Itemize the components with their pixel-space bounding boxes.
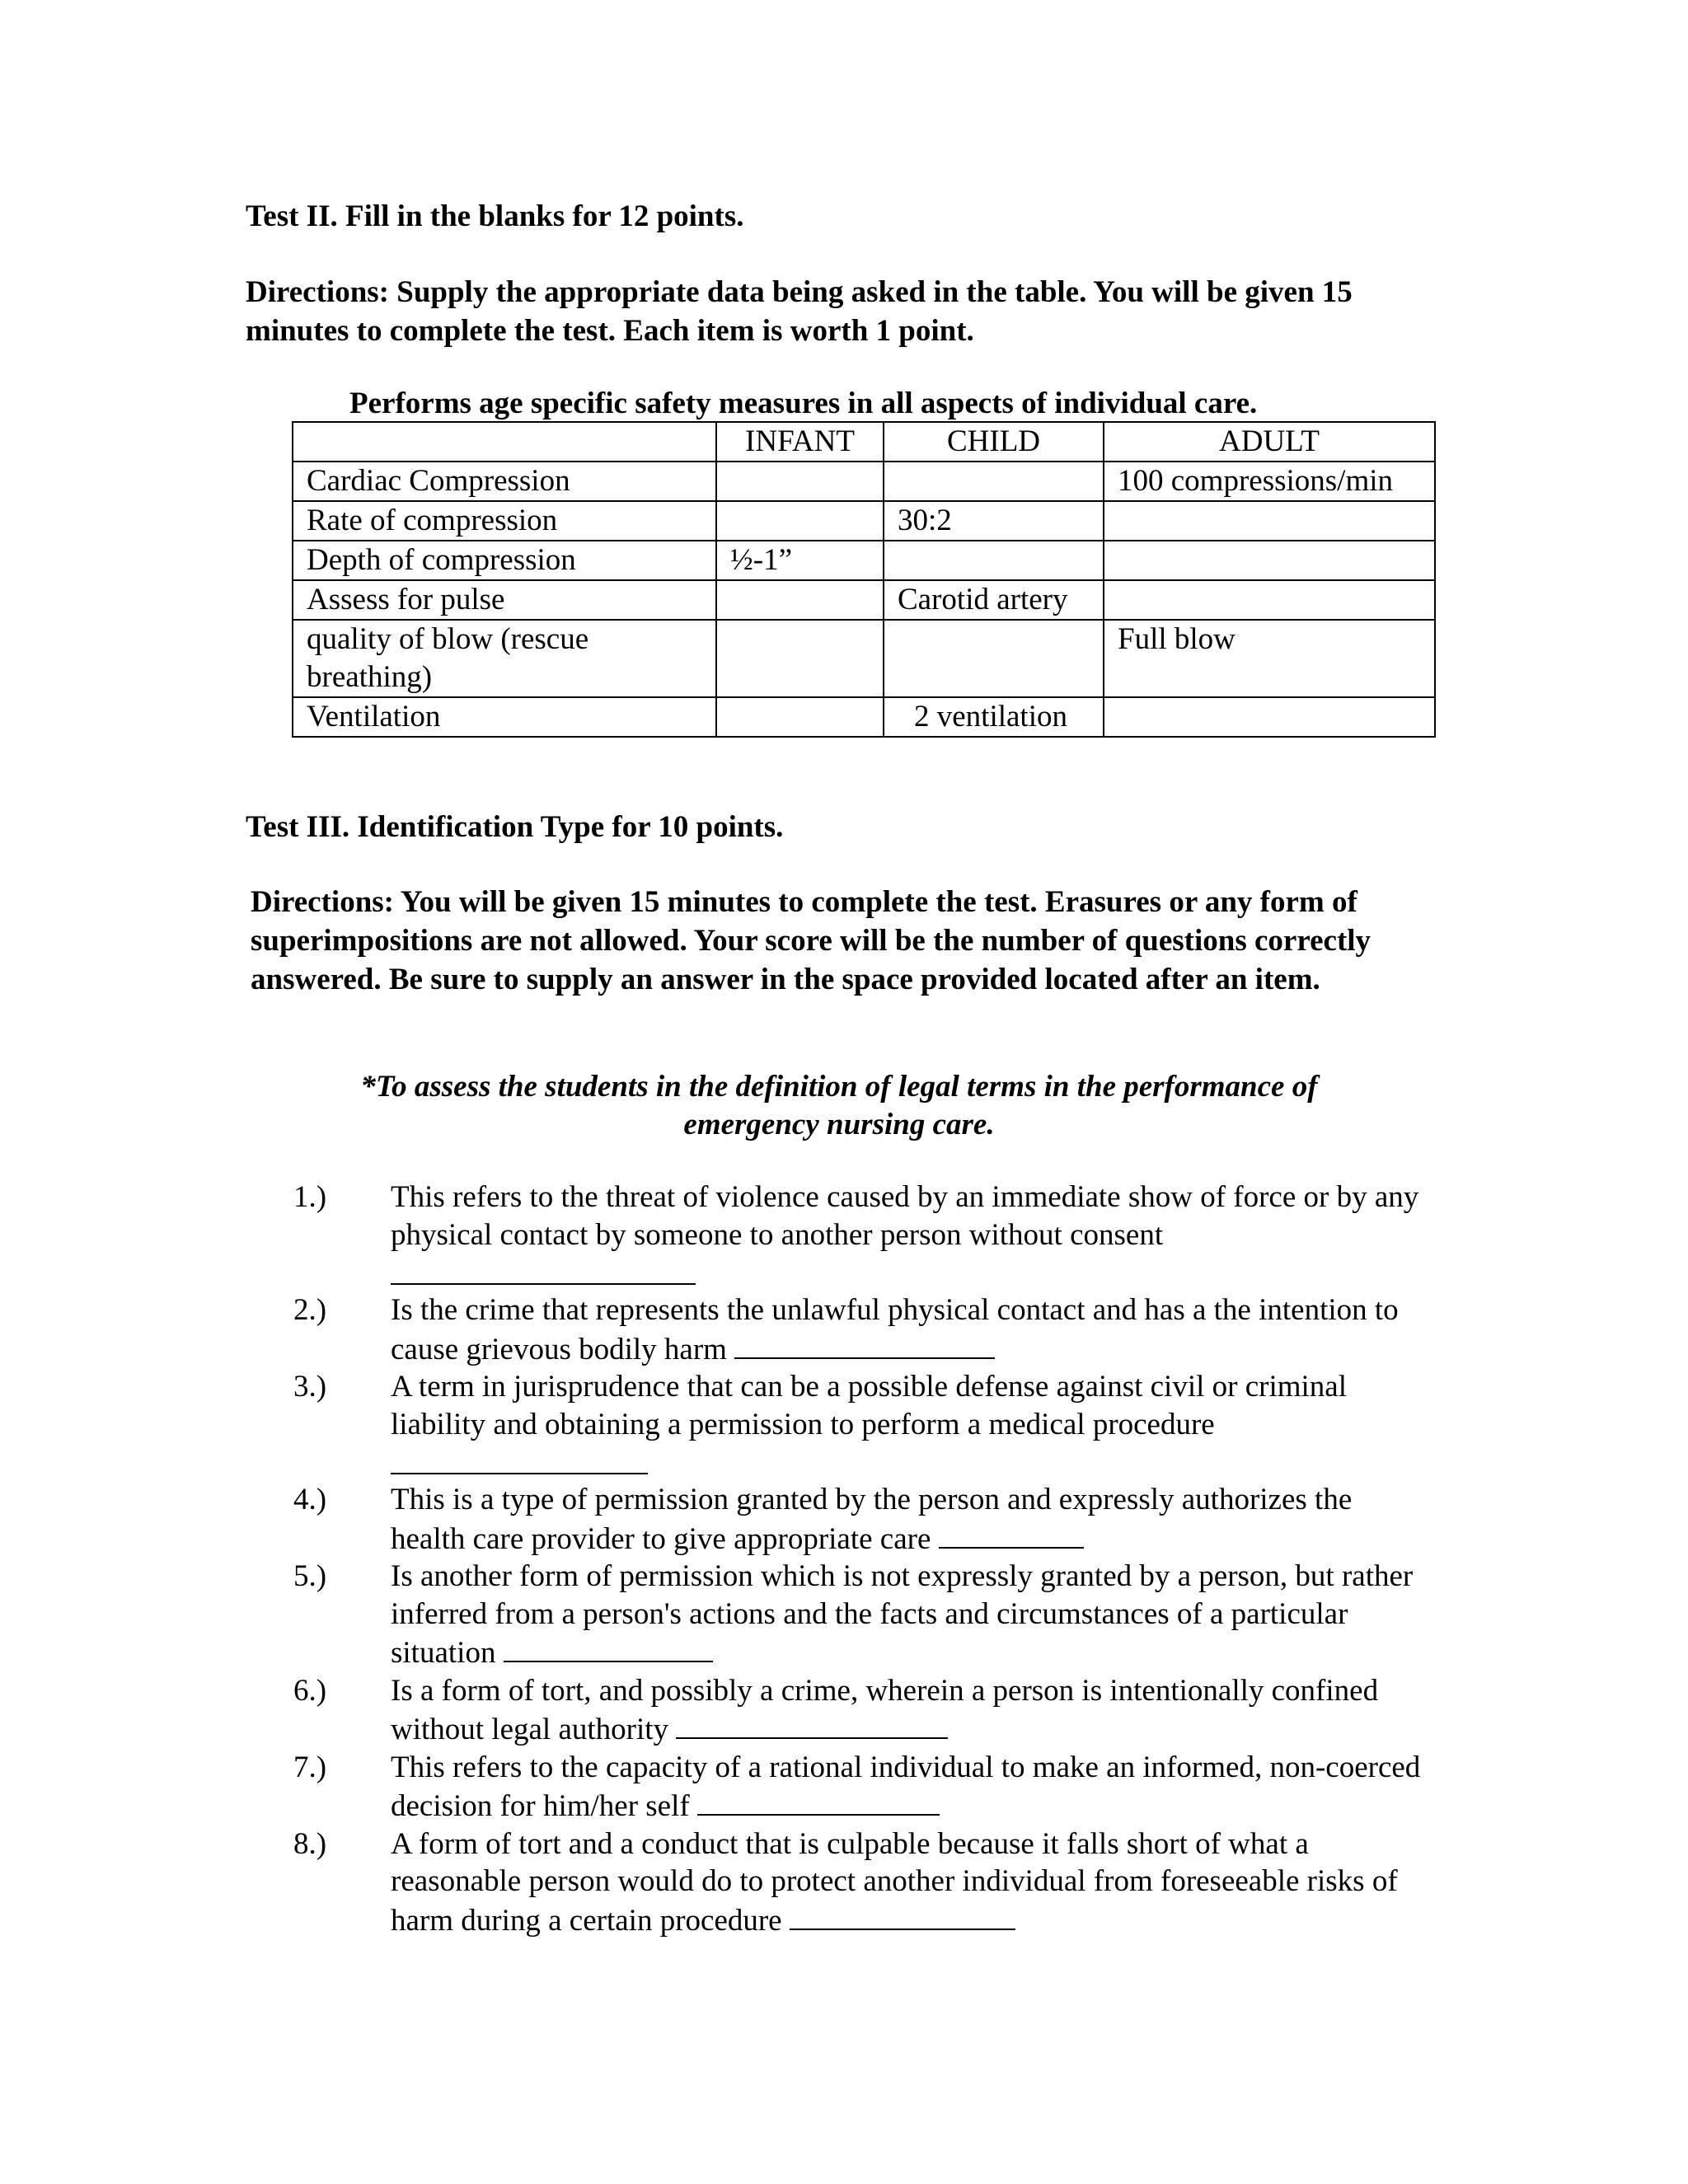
- test3-title: Test III. Identification Type for 10 points.: [246, 810, 784, 844]
- answer-blank[interactable]: [504, 1633, 713, 1662]
- answer-blank[interactable]: [391, 1443, 648, 1474]
- objective: [246, 1068, 1432, 1144]
- item-number: 2.): [293, 1293, 327, 1327]
- list-item: [246, 1291, 1432, 1368]
- table-caption: Performs age specific safety measures in all aspects of individual care.: [349, 387, 1258, 420]
- child-cell[interactable]: [884, 462, 1104, 501]
- adult-cell: 100 compressions/min: [1104, 462, 1435, 501]
- item-number: 7.): [293, 1750, 327, 1784]
- list-item: [246, 1481, 1432, 1558]
- item-number: 1.): [293, 1180, 327, 1214]
- objective-line-1: *To assess the students in the definition of legal terms in the performance of: [360, 1070, 1318, 1104]
- infant-cell[interactable]: [716, 501, 884, 541]
- table-row: [293, 620, 1435, 697]
- table-row: [293, 541, 1435, 580]
- child-cell: Carotid artery: [884, 580, 1104, 620]
- table-row: [293, 697, 1435, 737]
- row-label: Cardiac Compression: [293, 462, 716, 501]
- infant-cell[interactable]: [716, 580, 884, 620]
- test2-title: Test II. Fill in the blanks for 12 points.: [246, 199, 744, 233]
- item-text: This refers to the capacity of a rational individual to make an informed, non-coerced decision for him/her self: [391, 1750, 1421, 1823]
- list-item: [246, 1749, 1432, 1825]
- item-text: This is a type of permission granted by the person and expressly authorizes the health care provider to give appropriate care: [391, 1483, 1353, 1556]
- row-label: Ventilation: [293, 697, 716, 737]
- answer-blank[interactable]: [676, 1709, 948, 1739]
- item-text: Is a form of tort, and possibly a crime, wherein a person is intentionally confined without legal authority: [391, 1673, 1379, 1746]
- adult-cell: Full blow: [1104, 620, 1435, 697]
- item-text: A form of tort and a conduct that is culpable because it falls short of what a reasonable person would do to protect another individual from foreseeable risks of harm during a certain procedure: [391, 1826, 1398, 1938]
- table-header-child: CHILD: [884, 422, 1104, 462]
- table-row: [293, 580, 1435, 620]
- row-label: Rate of compression: [293, 501, 716, 541]
- table-header-adult: ADULT: [1104, 422, 1435, 462]
- answer-blank[interactable]: [939, 1519, 1084, 1549]
- list-item: [246, 1179, 1432, 1291]
- table-header-blank: [293, 422, 716, 462]
- item-number: 5.): [293, 1559, 327, 1593]
- child-cell[interactable]: [884, 541, 1104, 580]
- answer-blank[interactable]: [790, 1900, 1015, 1930]
- item-text: A term in jurisprudence that can be a possible defense against civil or criminal liability and obtaining a permission to perform a medical procedure: [391, 1370, 1347, 1441]
- child-cell: 2 ventilation: [884, 697, 1104, 737]
- table-row: [293, 501, 1435, 541]
- list-item: [246, 1672, 1432, 1749]
- row-label: Assess for pulse: [293, 580, 716, 620]
- adult-cell[interactable]: [1104, 580, 1435, 620]
- adult-cell[interactable]: [1104, 541, 1435, 580]
- child-cell: 30:2: [884, 501, 1104, 541]
- objective-line-2: emergency nursing care.: [683, 1108, 995, 1141]
- item-text: Is another form of permission which is not expressly granted by a person, but rather inferred from a person's actions and the facts and circumstances of a particular situation: [391, 1559, 1414, 1670]
- cpr-table: [292, 421, 1436, 738]
- infant-cell[interactable]: [716, 697, 884, 737]
- identification-items: [246, 1179, 1432, 1939]
- list-item: [246, 1825, 1432, 1940]
- list-item: [246, 1368, 1432, 1481]
- table-header-infant: INFANT: [716, 422, 884, 462]
- table-row: [293, 462, 1435, 501]
- row-label: Depth of compression: [293, 541, 716, 580]
- item-number: 3.): [293, 1370, 327, 1404]
- item-text: This refers to the threat of violence caused by an immediate show of force or by any physical contact by someone to another person without consent: [391, 1180, 1419, 1252]
- answer-blank[interactable]: [391, 1254, 696, 1285]
- item-text: Is the crime that represents the unlawful physical contact and has a the intention to cause grievous bodily harm: [391, 1293, 1399, 1366]
- item-number: 4.): [293, 1483, 327, 1516]
- answer-blank[interactable]: [734, 1329, 995, 1359]
- test2-directions: Directions: Supply the appropriate data being asked in the table. You will be given 15 minutes to complete the test. Each item is worth 1 point.: [246, 275, 1353, 348]
- infant-cell[interactable]: [716, 620, 884, 697]
- infant-cell: ½-1”: [716, 541, 884, 580]
- child-cell[interactable]: [884, 620, 1104, 697]
- item-number: 8.): [293, 1826, 327, 1861]
- item-number: 6.): [293, 1673, 327, 1708]
- row-label: quality of blow (rescue breathing): [293, 620, 716, 697]
- infant-cell[interactable]: [716, 462, 884, 501]
- adult-cell[interactable]: [1104, 697, 1435, 737]
- list-item: [246, 1558, 1432, 1672]
- test3-directions: Directions: You will be given 15 minutes to complete the test. Erasures or any form of superimpositions are not allowed. Your score will be the number of questions correctly answered. Be sure to supply an answer in the space provided located after an item.: [251, 885, 1372, 996]
- adult-cell[interactable]: [1104, 501, 1435, 541]
- answer-blank[interactable]: [697, 1786, 940, 1816]
- table-header-row: [293, 422, 1435, 462]
